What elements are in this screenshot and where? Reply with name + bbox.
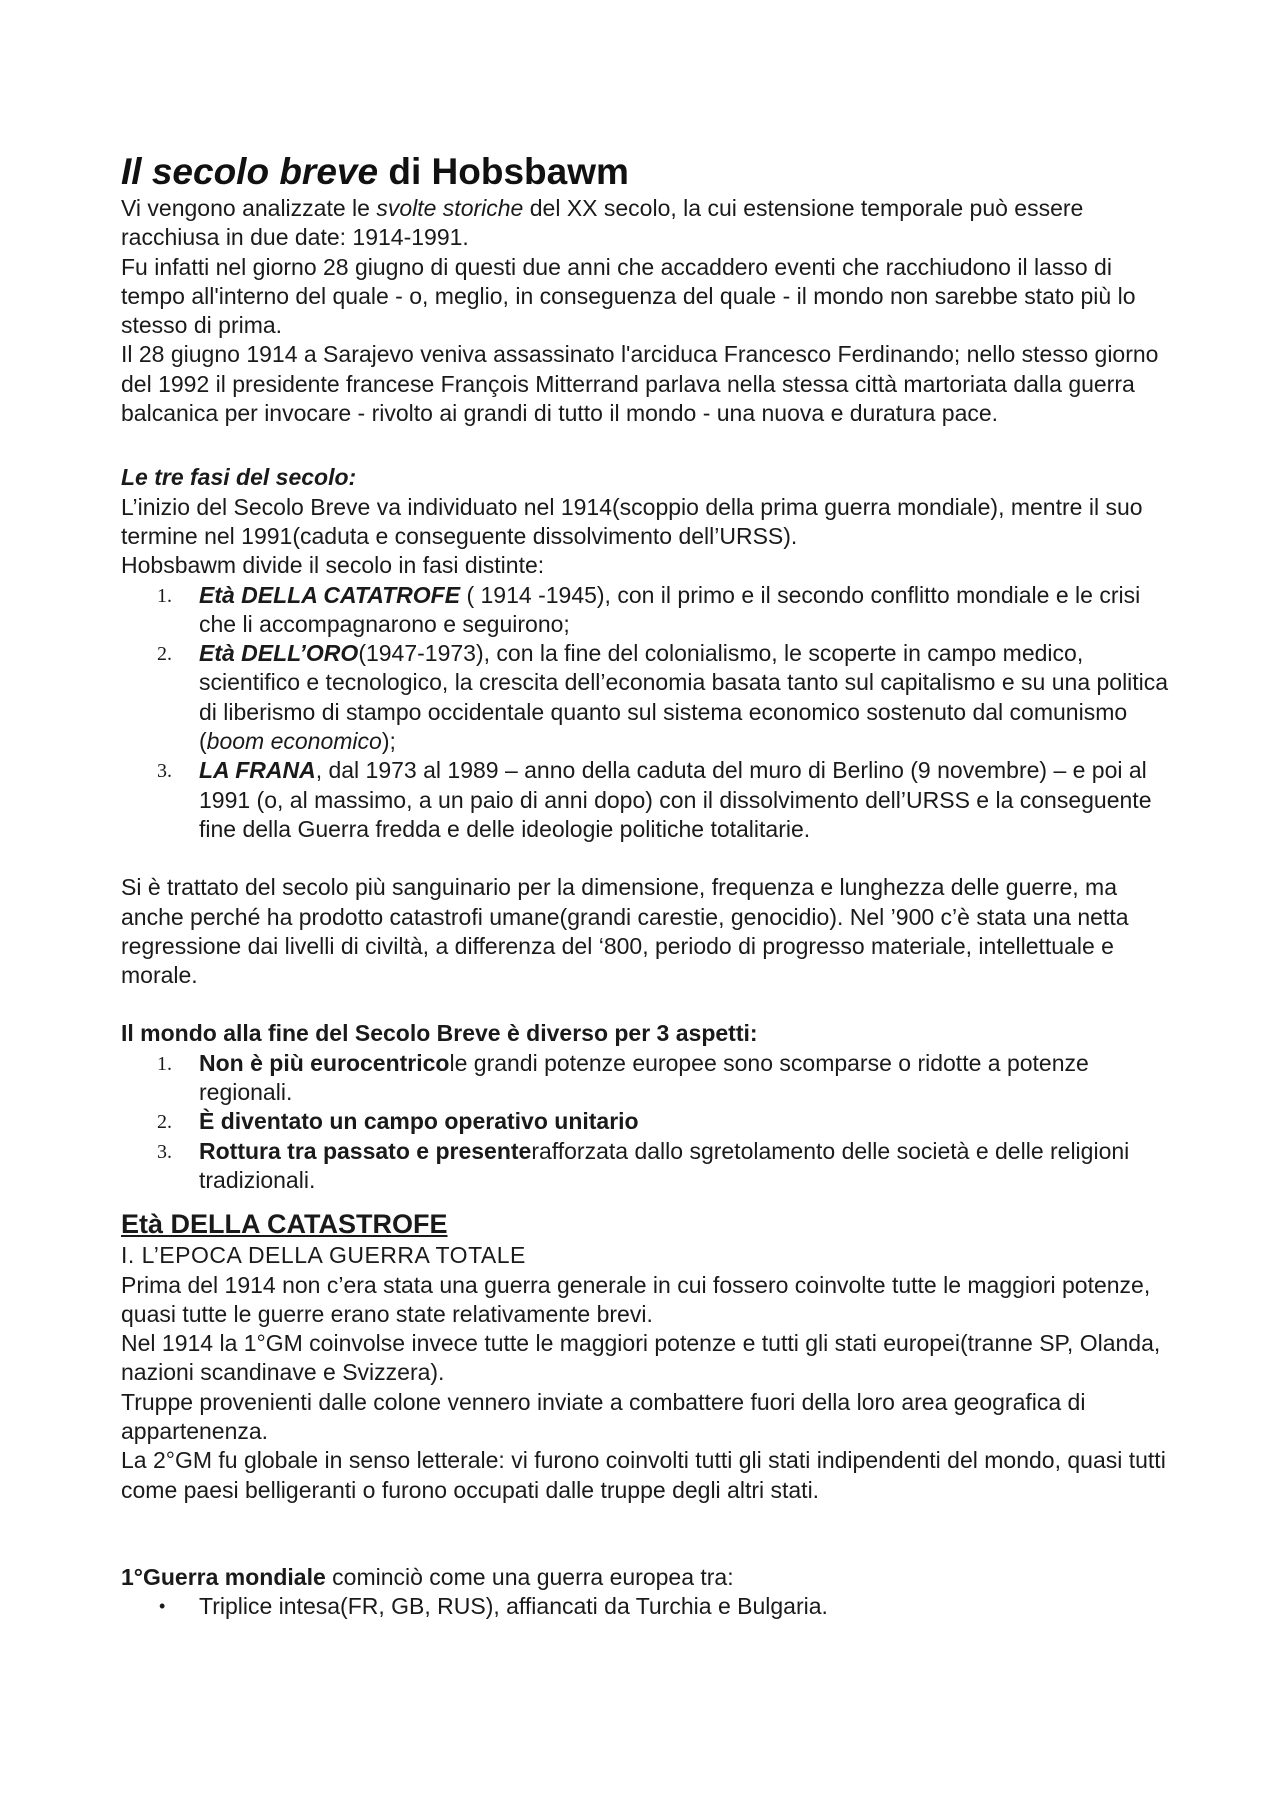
bullet-icon: • (159, 1596, 166, 1617)
list-number: 1. (157, 584, 172, 607)
list-item (121, 1592, 1171, 1621)
intro-paragraph-2: Fu infatti nel giorno 28 giugno di questi due anni che accaddero eventi che racchiudono il lasso di tempo all'interno del quale - o, meglio, in conseguenza del quale - il mondo non sarebbe stato più lo stesso di prima. (121, 253, 1136, 339)
list-item (121, 1049, 1171, 1108)
document-title (121, 150, 1171, 194)
fasi-paragraph-1: L’inizio del Secolo Breve va individuato nel 1914(scoppio della prima guerra mondiale), mentre il suo termine nel 1991(caduta e conseguente dissolvimento dell’URSS). (121, 493, 1143, 549)
fasi-heading: Le tre fasi del secolo: (121, 464, 357, 491)
list-number: 3. (157, 1140, 172, 1163)
catastrofe-paragraph-1: Prima del 1914 non c’era stata una guerra generale in cui fossero coinvolte tutte le maggiori potenze, quasi tutte le guerre erano state relativamente brevi. (121, 1271, 1151, 1327)
section-heading: Età DELLA CATASTROFE (121, 1209, 448, 1240)
intro-text: Vi vengono analizzate le (121, 195, 377, 221)
guerra-paragraph (121, 1563, 1171, 1592)
title-italic: Il secolo breve (121, 151, 379, 192)
fase-text: ( 1914 -1945), con il primo e il secondo conflitto mondiale e le crisi che li accompagnarono e seguirono; (199, 581, 1141, 637)
fase-text: (1947-1973), con la fine del colonialismo, le scoperte in campo medico, scientifico e tecnologico, la crescita dell’economia basata tanto sul capitalismo e su una politica di liberismo di stampo occidentale quanto sul sistema economico sostenuto dal comunismo ( (199, 640, 1169, 755)
guerra-label: 1°Guerra mondiale (121, 1563, 326, 1590)
intro-emphasis: svolte storiche (376, 195, 524, 221)
list-item (121, 639, 1171, 756)
mondo-list (121, 1049, 1171, 1195)
fase-label: Età DELLA CATATROFE (199, 581, 461, 608)
list-item (121, 1107, 1171, 1136)
aspetto-label: È diventato un campo operativo unitario (199, 1108, 639, 1135)
list-number: 3. (157, 760, 172, 783)
catastrofe-paragraph-2: Nel 1914 la 1°GM coinvolse invece tutte le maggiori potenze e tutti gli stati europei(tranne SP, Olanda, nazioni scandinave e Svizzera). (121, 1330, 1161, 1386)
intro-paragraph-1 (121, 194, 1171, 253)
aspetto-text: le grandi potenze europee sono scomparse o ridotte a potenze regionali. (199, 1049, 1089, 1106)
guerra-text: cominciò come una guerra europea tra: (325, 1563, 734, 1590)
intro-paragraph-3: Il 28 giugno 1914 a Sarajevo veniva assassinato l'arciduca Francesco Ferdinando; nello stesso giorno del 1992 il presidente francese François Mitterrand parlava nella stessa città martoriata dalla guerra balcanica per invocare - rivolto ai grandi di tutto il mondo - una nuova e duratura pace. (121, 341, 1159, 427)
list-number: 2. (157, 643, 172, 666)
fase-emphasis: boom economico (206, 728, 382, 755)
fasi-list (121, 581, 1171, 845)
intro-text: del XX secolo, la cui estensione temporale può essere racchiusa in due date: 1914-1991. (121, 195, 1084, 251)
list-item (121, 1137, 1171, 1196)
aspetto-label: Non è più eurocentrico (199, 1049, 450, 1076)
list-number: 2. (157, 1111, 172, 1134)
title-rest: di Hobsbawm (378, 151, 629, 192)
aspetto-text: rafforzata dallo sgretolamento delle società e delle religioni tradizionali. (199, 1137, 1130, 1193)
fasi-paragraph-2: Hobsbawm divide il secolo in fasi distinte: (121, 552, 545, 579)
mondo-heading: Il mondo alla fine del Secolo Breve è diverso per 3 aspetti: (121, 1020, 758, 1047)
catastrofe-paragraph-3: Truppe provenienti dalle colone vennero inviate a combattere fuori della loro area geografica di appartenenza. (121, 1388, 1086, 1444)
catastrofe-paragraph-4: La 2°GM fu globale in senso letterale: vi furono coinvolti tutti gli stati indipendenti del mondo, quasi tutti come paesi belligeranti o furono occupati dalle truppe degli altri stati. (121, 1447, 1166, 1503)
section-subheading: I. L’EPOCA DELLA GUERRA TOTALE (121, 1242, 526, 1269)
fase-label: Età DELL’ORO (199, 640, 359, 667)
sanguinario-paragraph: Si è trattato del secolo più sanguinario per la dimensione, frequenza e lunghezza delle guerre, ma anche perché ha prodotto catastrofi umane(grandi carestie, genocidio). Nel ’900 c’è stata una netta regressione dai livelli di civiltà, a differenza del ‘800, periodo di progresso materiale, intellettuale e morale. (121, 874, 1129, 989)
aspetto-label: Rottura tra passato e presente (199, 1137, 532, 1164)
bullet-text: Triplice intesa(FR, GB, RUS), affiancati da Turchia e Bulgaria. (199, 1593, 828, 1620)
list-item (121, 581, 1171, 640)
document-page (121, 150, 1171, 1621)
fase-text: , dal 1973 al 1989 – anno della caduta del muro di Berlino (9 novembre) – e poi al 1991 (o, al massimo, a un paio di anni dopo) con il dissolvimento dell’URSS e la conseguente fine della Guerra fredda e delle ideologie politiche totalitarie. (199, 757, 1152, 842)
fase-label: LA FRANA (199, 757, 316, 784)
list-item (121, 756, 1171, 844)
fase-text-end: ); (381, 728, 396, 755)
list-number: 1. (157, 1052, 172, 1075)
guerra-bullet-list (121, 1592, 1171, 1621)
